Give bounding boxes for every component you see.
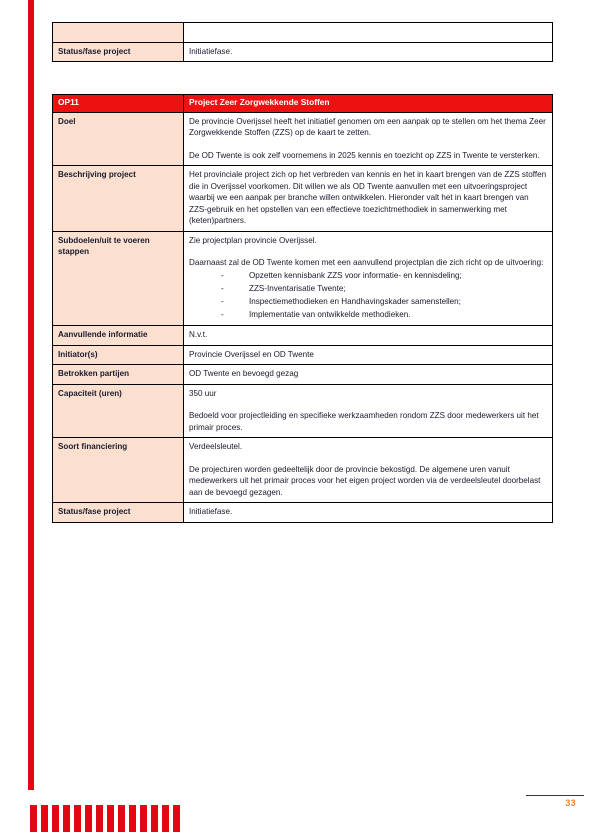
row-label-capaciteit: Capaciteit (uren)	[53, 384, 184, 437]
dash-marker: -	[221, 270, 224, 280]
footer-bar	[151, 805, 158, 832]
paragraph: Provincie Overijssel en OD Twente	[189, 349, 314, 359]
row-label-soort-financiering: Soort financiering	[53, 438, 184, 503]
list-item	[189, 308, 547, 321]
table-row	[53, 43, 553, 62]
list-item	[189, 282, 547, 295]
footer-bar-decoration	[30, 805, 180, 832]
row-value-subdoelen	[184, 231, 553, 325]
page-number: 33	[565, 798, 576, 808]
paragraph: De projecturen worden gedeeltelijk door de provincie bekostigd. De algemene uren vanuit medewerkers uit het primair proces voor het eigen project worden via de verdeelsleutel doorbelast aan de bevoegd gezagen.	[189, 464, 541, 497]
continued-table-fragment	[52, 22, 553, 62]
row-label-initiators: Initiator(s)	[53, 345, 184, 364]
footer-bar	[118, 805, 125, 832]
footer-bar	[173, 805, 180, 832]
row-value-initiators	[184, 345, 553, 364]
footer-bar	[96, 805, 103, 832]
table-row-status-fase-project	[53, 503, 553, 522]
row-value-doel	[184, 112, 553, 165]
footer-bar	[85, 805, 92, 832]
paragraph: Initiatiefase.	[189, 507, 233, 517]
table-row-capaciteit	[53, 384, 553, 437]
footer-bar	[107, 805, 114, 832]
footer-bar	[162, 805, 169, 832]
paragraph: Bedoeld voor projectleiding en specifieke werkzaamheden rondom ZZS door medewerkers uit het primair proces.	[189, 411, 539, 432]
row-value-status-fase-project	[184, 503, 553, 522]
row-label-status-fase-project: Status/fase project	[53, 503, 184, 522]
row-label-doel: Doel	[53, 112, 184, 165]
list-item	[189, 295, 547, 308]
footer-bar	[41, 805, 48, 832]
row-label	[53, 23, 184, 43]
page-number-rule	[526, 795, 584, 796]
footer-bar	[30, 805, 37, 832]
paragraph: Verdeelsleutel.	[189, 442, 243, 452]
dash-marker: -	[221, 283, 224, 293]
table-row-aanvullende-informatie	[53, 326, 553, 345]
project-table-op11	[52, 94, 553, 523]
table-row-soort-financiering	[53, 438, 553, 503]
footer-bar	[52, 805, 59, 832]
table-row-betrokken-partijen	[53, 365, 553, 384]
list-item-label: Opzetten kennisbank ZZS voor informatie- en kennisdeling;	[249, 270, 462, 280]
footer-bar	[140, 805, 147, 832]
row-value-capaciteit	[184, 384, 553, 437]
paragraph: N.v.t.	[189, 330, 208, 340]
paragraph: 350 uur	[189, 388, 217, 398]
project-table-body	[53, 95, 553, 523]
row-label-status-fase-project: Status/fase project	[53, 43, 184, 62]
left-margin-stripe	[28, 0, 34, 790]
row-value-soort-financiering	[184, 438, 553, 503]
paragraph: OD Twente en bevoegd gezag	[189, 369, 299, 379]
table-row-initiators	[53, 345, 553, 364]
list-item	[189, 269, 547, 282]
row-value	[184, 23, 553, 43]
row-value-aanvullende-informatie	[184, 326, 553, 345]
paragraph: De OD Twente is ook zelf voornemens in 2025 kennis en toezicht op ZZS in Twente te versterken.	[189, 150, 540, 160]
project-code: OP11	[53, 95, 184, 113]
row-value-betrokken-partijen	[184, 365, 553, 384]
paragraph: Zie projectplan provincie Overijssel.	[189, 235, 317, 245]
continued-table-body	[53, 23, 553, 62]
row-label-subdoelen: Subdoelen/uit te voeren stappen	[53, 231, 184, 325]
row-value-status-fase-project: Initiatiefase.	[184, 43, 553, 62]
page-number-container	[520, 795, 584, 808]
table-row-doel	[53, 112, 553, 165]
footer-bar	[129, 805, 136, 832]
paragraph: De provincie Overijssel heeft het initiatief genomen om een aanpak op te stellen om het thema Zeer Zorgwekkende Stoffen (ZZS) op de kaart te zetten.	[189, 116, 546, 138]
row-value-beschrijving-project	[184, 166, 553, 231]
row-label-betrokken-partijen: Betrokken partijen	[53, 365, 184, 384]
table-row-subdoelen	[53, 231, 553, 325]
table-header-row	[53, 95, 553, 113]
footer-bar	[63, 805, 70, 832]
row-label-aanvullende-informatie: Aanvullende informatie	[53, 326, 184, 345]
table-row	[53, 23, 553, 43]
dash-marker: -	[221, 296, 224, 306]
table-row-beschrijving-project	[53, 166, 553, 231]
paragraph: Daarnaast zal de OD Twente komen met een aanvullend projectplan die zich richt op de uitvoering:	[189, 258, 544, 268]
list-item-label: ZZS-Inventarisatie Twente;	[249, 283, 346, 293]
list-item-label: Inspectiemethodieken en Handhavingskader samenstellen;	[249, 296, 461, 306]
subdoelen-list	[189, 269, 547, 321]
row-label-beschrijving-project: Beschrijving project	[53, 166, 184, 231]
footer-bar	[74, 805, 81, 832]
paragraph: Het provinciale project zich op het verbreden van kennis en het in kaart brengen van de ZZS stoffen die in Overijssel voorkomen. Dit willen we als OD Twente aanvullen met een uitvoeringsproject waarbij we een aanpak per branche willen ontwikkelen. Hieronder valt het in kaart brengen van ZZS-gebruik en het opstellen van een effectieve toezichtmethodiek in samenwerking met (keten)partners.	[189, 170, 547, 226]
dash-marker: -	[221, 310, 224, 320]
list-item-label: Implementatie van ontwikkelde methodieken.	[249, 310, 411, 320]
project-title: Project Zeer Zorgwekkende Stoffen	[184, 95, 553, 113]
